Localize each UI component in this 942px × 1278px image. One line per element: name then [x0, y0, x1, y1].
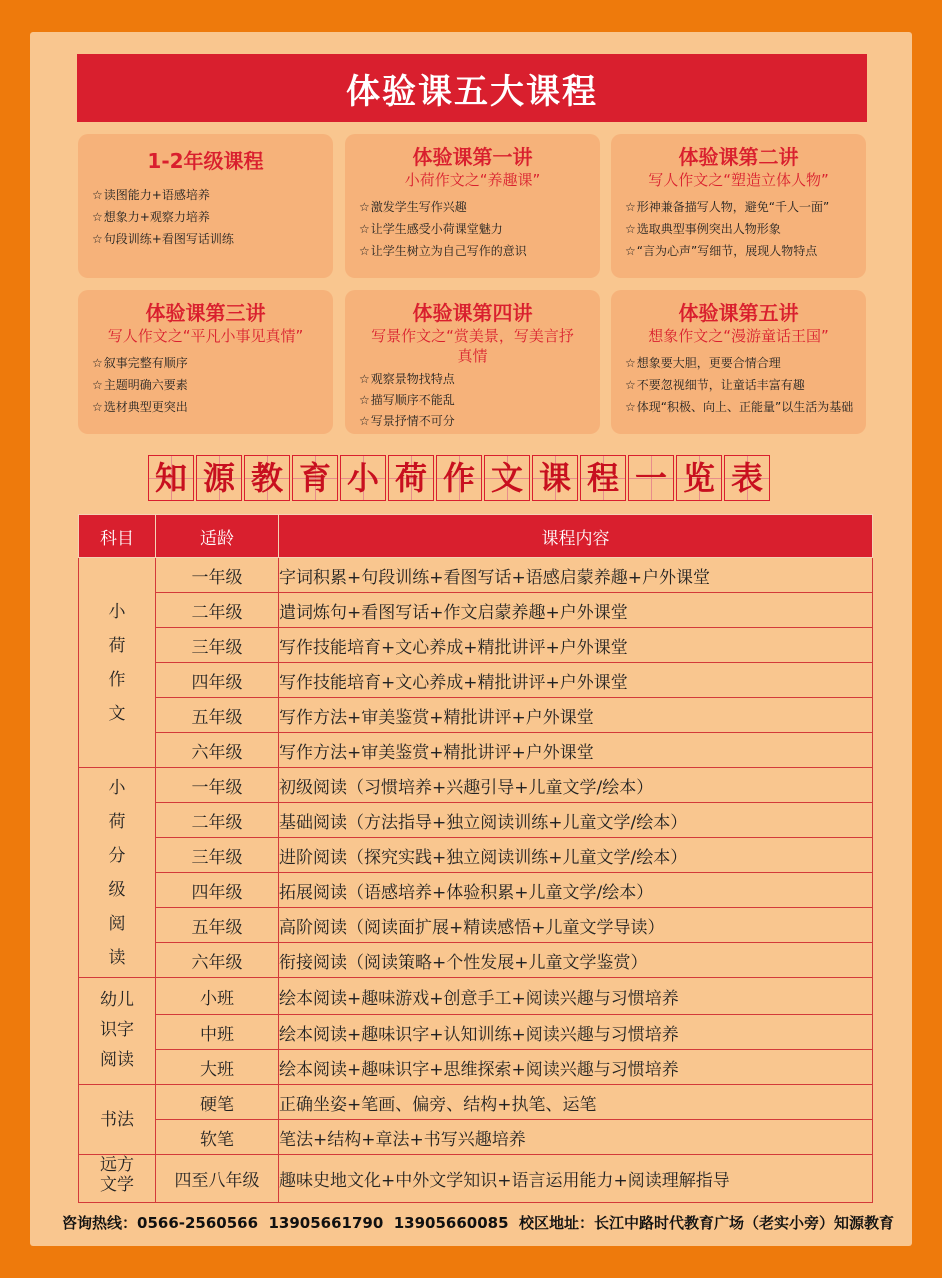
course-card-lecture-4	[345, 290, 600, 434]
card-item: ☆ 观察景物找特点	[359, 369, 590, 390]
subject-cell	[79, 1155, 156, 1203]
grade-cell: 一年级	[156, 768, 279, 803]
content-cell: 趣味史地文化+中外文学知识+语言运用能力+阅读理解指导	[279, 1155, 873, 1203]
grade-cell: 三年级	[156, 838, 279, 873]
table-row	[79, 1015, 873, 1050]
title-char: 教	[244, 455, 290, 501]
grade-cell: 硬笔	[156, 1085, 279, 1120]
subject-cell	[79, 1085, 156, 1155]
card-item: ☆ 描写顺序不能乱	[359, 390, 590, 411]
course-table	[78, 514, 873, 1203]
hotline-numbers: 0566-2560566 13905661790 13905660085	[137, 1214, 509, 1232]
grade-cell: 三年级	[156, 628, 279, 663]
table-row	[79, 768, 873, 803]
address-text: 长江中路时代教育广场（老实小旁）知源教育	[594, 1214, 895, 1232]
grade-cell: 软笔	[156, 1120, 279, 1155]
table-row	[79, 593, 873, 628]
table-body	[79, 558, 873, 1203]
title-char: 小	[340, 455, 386, 501]
content-cell: 绘本阅读+趣味识字+思维探索+阅读兴趣与习惯培养	[279, 1050, 873, 1085]
content-cell: 初级阅读（习惯培养+兴趣引导+儿童文学/绘本）	[279, 768, 873, 803]
content-cell: 衔接阅读（阅读策略+个性发展+儿童文学鉴赏）	[279, 943, 873, 978]
card-item: ☆ 主题明确六要素	[92, 374, 323, 396]
grade-cell: 六年级	[156, 943, 279, 978]
grade-cell: 一年级	[156, 558, 279, 593]
card-title: 体验课第二讲	[678, 145, 799, 169]
card-item: ☆ 让学生感受小荷课堂魅力	[359, 218, 590, 240]
grade-cell: 中班	[156, 1015, 279, 1050]
table-row	[79, 943, 873, 978]
grade-cell: 五年级	[156, 698, 279, 733]
title-char: 课	[532, 455, 578, 501]
card-title: 体验课第五讲	[678, 301, 799, 325]
subject-cell	[79, 558, 156, 768]
card-title: 体验课第三讲	[145, 301, 266, 325]
card-item: ☆ 激发学生写作兴趣	[359, 196, 590, 218]
table-row	[79, 1085, 873, 1120]
course-card-grade-1-2	[78, 134, 333, 278]
table-row	[79, 628, 873, 663]
table-title	[148, 455, 770, 501]
card-item: ☆ 写景抒情不可分	[359, 411, 590, 432]
banner-title: 体验课五大课程	[77, 54, 867, 122]
grade-cell: 四至八年级	[156, 1155, 279, 1203]
title-char: 一	[628, 455, 674, 501]
card-item: ☆ 形神兼备描写人物，避免“千人一面”	[625, 196, 856, 218]
course-card-lecture-1	[345, 134, 600, 278]
subject-label: 书法	[100, 1109, 134, 1130]
table-row	[79, 978, 873, 1015]
grade-cell: 四年级	[156, 663, 279, 698]
table-row	[79, 1050, 873, 1085]
grade-cell: 大班	[156, 1050, 279, 1085]
table-row	[79, 698, 873, 733]
content-cell: 笔法+结构+章法+书写兴趣培养	[279, 1120, 873, 1155]
card-item: ☆ 选取典型事例突出人物形象	[625, 218, 856, 240]
table-row	[79, 803, 873, 838]
table-row	[79, 908, 873, 943]
content-cell: 写作方法+审美鉴赏+精批讲评+户外课堂	[279, 698, 873, 733]
content-cell: 高阶阅读（阅读面扩展+精读感悟+儿童文学导读）	[279, 908, 873, 943]
content-cell: 拓展阅读（语感培养+体验积累+儿童文学/绘本）	[279, 873, 873, 908]
table-row	[79, 558, 873, 593]
grade-cell: 二年级	[156, 593, 279, 628]
content-cell: 正确坐姿+笔画、偏旁、结构+执笔、运笔	[279, 1085, 873, 1120]
title-char: 知	[148, 455, 194, 501]
grade-cell: 二年级	[156, 803, 279, 838]
title-char: 育	[292, 455, 338, 501]
card-subtitle: 想象作文之“漫游童话王国”	[648, 327, 829, 345]
card-item: ☆ 句段训练+看图写话训练	[92, 228, 323, 250]
content-cell: 字词积累+句段训练+看图写话+语感启蒙养趣+户外课堂	[279, 558, 873, 593]
content-cell: 写作技能培育+文心养成+精批讲评+户外课堂	[279, 663, 873, 698]
header-age: 适龄	[156, 515, 279, 558]
title-char: 作	[436, 455, 482, 501]
card-item: ☆ 不要忽视细节，让童话丰富有趣	[625, 374, 856, 396]
card-item: ☆ 想象要大胆，更要合情合理	[625, 352, 856, 374]
card-item: ☆ 让学生树立为自己写作的意识	[359, 240, 590, 262]
grade-cell: 小班	[156, 978, 279, 1015]
card-title: 体验课第四讲	[412, 301, 533, 325]
content-cell: 进阶阅读（探究实践+独立阅读训练+儿童文学/绘本）	[279, 838, 873, 873]
table-row	[79, 733, 873, 768]
card-item: ☆ 体现“积极、向上、正能量”以生活为基础	[625, 396, 856, 418]
table-header-row	[79, 515, 873, 558]
grade-cell: 五年级	[156, 908, 279, 943]
card-item: ☆ 叙事完整有顺序	[92, 352, 323, 374]
title-char: 览	[676, 455, 722, 501]
card-subtitle: 写人作文之“塑造立体人物”	[648, 171, 829, 189]
title-char: 源	[196, 455, 242, 501]
course-card-lecture-5	[611, 290, 866, 434]
title-char: 表	[724, 455, 770, 501]
header-subject: 科目	[79, 515, 156, 558]
address-label: 校区地址：	[519, 1214, 595, 1232]
content-cell: 绘本阅读+趣味游戏+创意手工+阅读兴趣与习惯培养	[279, 978, 873, 1015]
footer-contact	[62, 1212, 895, 1233]
card-subtitle: 小荷作文之“养趣课”	[404, 171, 541, 189]
table-row	[79, 1120, 873, 1155]
hotline-label: 咨询热线：	[62, 1214, 138, 1232]
table-row	[79, 838, 873, 873]
content-cell: 绘本阅读+趣味识字+认知训练+阅读兴趣与习惯培养	[279, 1015, 873, 1050]
subject-label: 小荷分级阅读	[108, 777, 126, 968]
title-char: 程	[580, 455, 626, 501]
subject-label: 幼儿识字阅读	[100, 990, 134, 1070]
table-row	[79, 1155, 873, 1203]
card-item: ☆ 读图能力+语感培养	[92, 184, 323, 206]
content-cell: 基础阅读（方法指导+独立阅读训练+儿童文学/绘本）	[279, 803, 873, 838]
content-cell: 写作方法+审美鉴赏+精批讲评+户外课堂	[279, 733, 873, 768]
content-cell: 写作技能培育+文心养成+精批讲评+户外课堂	[279, 628, 873, 663]
course-card-lecture-2	[611, 134, 866, 278]
grade-cell: 四年级	[156, 873, 279, 908]
card-title: 1-2年级课程	[147, 149, 264, 173]
course-card-lecture-3	[78, 290, 333, 434]
grade-cell: 六年级	[156, 733, 279, 768]
header-content: 课程内容	[279, 515, 873, 558]
card-item: ☆ 选材典型更突出	[92, 396, 323, 418]
table-row	[79, 873, 873, 908]
card-title: 体验课第一讲	[412, 145, 533, 169]
subject-cell	[79, 768, 156, 978]
card-item: ☆ 想象力+观察力培养	[92, 206, 323, 228]
card-subtitle: 写人作文之“平凡小事见真情”	[107, 327, 304, 345]
content-cell: 遣词炼句+看图写话+作文启蒙养趣+户外课堂	[279, 593, 873, 628]
title-char: 荷	[388, 455, 434, 501]
card-subtitle: 写景作文之“赏美景，写美言抒真情	[371, 327, 574, 365]
table-row	[79, 663, 873, 698]
card-item: ☆ “言为心声”写细节，展现人物特点	[625, 240, 856, 262]
subject-label: 小荷作文	[108, 601, 126, 724]
subject-cell	[79, 978, 156, 1085]
subject-label: 远方文学	[100, 1155, 134, 1195]
title-char: 文	[484, 455, 530, 501]
